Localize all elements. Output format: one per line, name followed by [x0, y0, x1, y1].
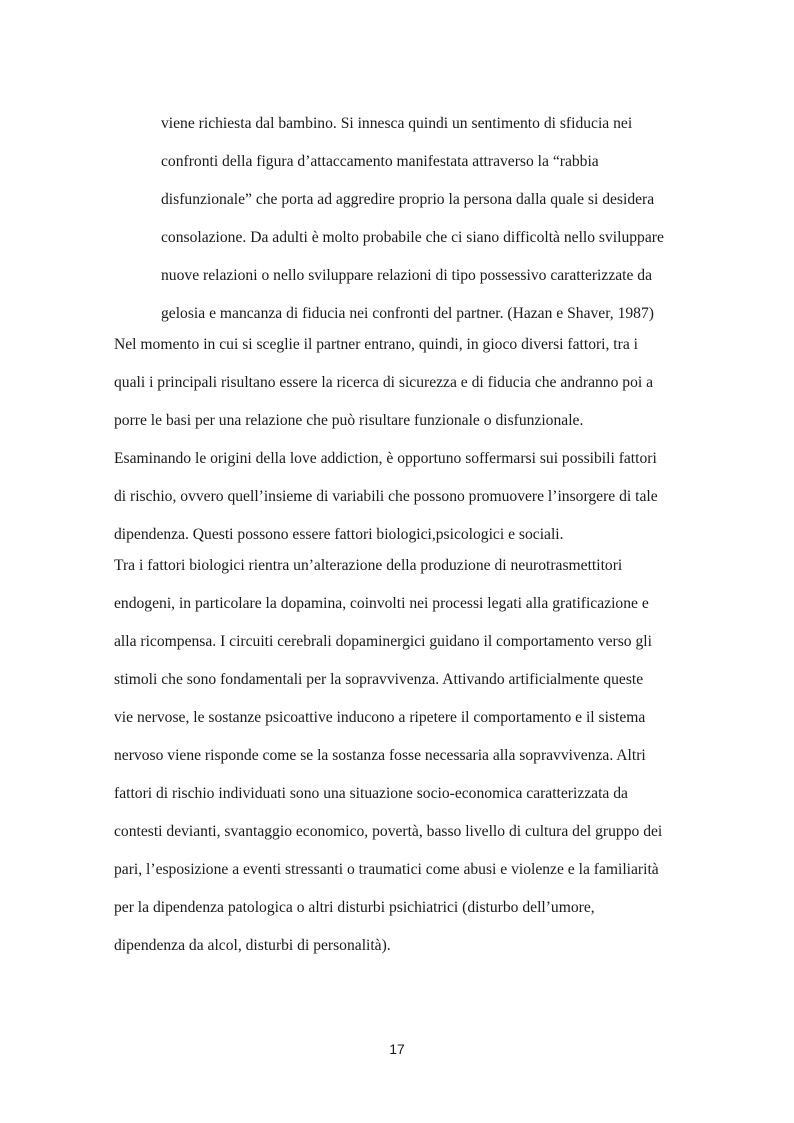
quote-line: gelosia e mancanza di fiducia nei confronti del partner. (Hazan e Shaver, 1987) [161, 305, 654, 322]
body-line: Esaminando le origini della love addiction, è opportuno soffermarsi sui possibili fattori [114, 450, 657, 467]
body-line: quali i principali risultano essere la ricerca di sicurezza e di fiducia che andranno poi a [114, 374, 654, 391]
body-line: fattori di rischio individuati sono una situazione socio-economica caratterizzata da [114, 785, 628, 802]
page-number: 17 [389, 1041, 405, 1057]
body-line: endogeni, in particolare la dopamina, coinvolti nei processi legati alla gratificazione e [114, 595, 649, 612]
quote-line: disfunzionale” che porta ad aggredire proprio la persona dalla quale si desidera [161, 191, 655, 208]
body-line: porre le basi per una relazione che può risultare funzionale o disfunzionale. [114, 412, 584, 429]
body-line: Tra i fattori biologici rientra un’alterazione della produzione di neurotrasmettitori [114, 557, 623, 574]
body-line: alla ricompensa. I circuiti cerebrali dopaminergici guidano il comportamento verso gli [114, 633, 652, 650]
body-line: nervoso viene risponde come se la sostanza fosse necessaria alla sopravvivenza. Altri [114, 747, 646, 764]
body-line: stimoli che sono fondamentali per la sopravvivenza. Attivando artificialmente queste [114, 671, 644, 688]
body-line: di rischio, ovvero quell’insieme di variabili che possono promuovere l’insorgere di tale [114, 488, 658, 505]
body-line: per la dipendenza patologica o altri disturbi psichiatrici (disturbo dell’umore, [114, 899, 595, 916]
body-line: Nel momento in cui si sceglie il partner entrano, quindi, in gioco diversi fattori, tra i [114, 336, 638, 353]
body-line: pari, l’esposizione a eventi stressanti o traumatici come abusi e violenze e la familiarità [114, 861, 659, 878]
quote-line: nuove relazioni o nello sviluppare relazioni di tipo possessivo caratterizzate da [161, 267, 653, 284]
body-line: vie nervose, le sostanze psicoattive inducono a ripetere il comportamento e il sistema [114, 709, 646, 726]
quote-line: confronti della figura d’attaccamento manifestata attraverso la “rabbia [161, 153, 599, 170]
body-line: dipendenza. Questi possono essere fattori biologici,psicologici e sociali. [114, 526, 564, 543]
body-line: dipendenza da alcol, disturbi di personalità). [114, 937, 391, 954]
quote-line: consolazione. Da adulti è molto probabile che ci siano difficoltà nello sviluppare [161, 229, 664, 246]
quote-line: viene richiesta dal bambino. Si innesca quindi un sentimento di sfiducia nei [161, 115, 633, 132]
body-line: contesti devianti, svantaggio economico, povertà, basso livello di cultura del gruppo dei [114, 823, 663, 840]
